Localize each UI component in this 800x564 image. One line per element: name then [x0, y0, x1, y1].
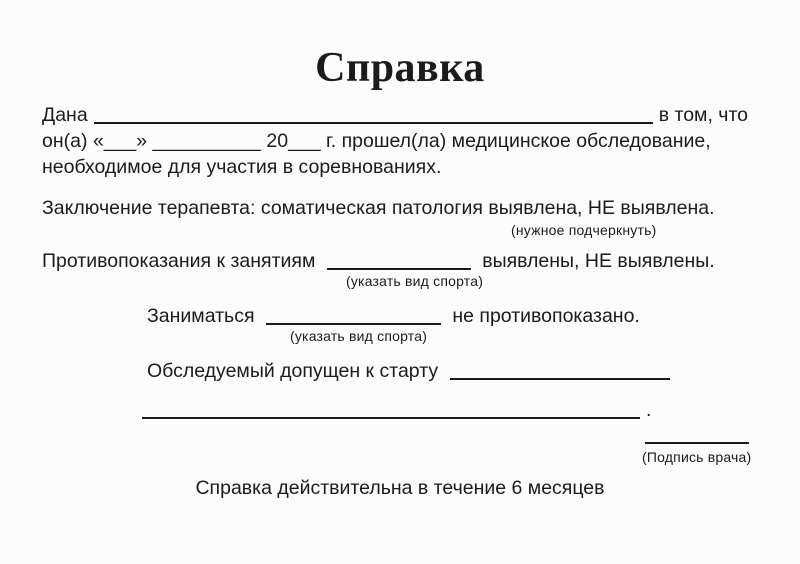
admitted-prefix: Обследуемый допущен к старту — [147, 360, 439, 382]
contraindications-sport-blank — [327, 268, 471, 270]
contraindications-prefix: Противопоказания к занятиям — [42, 250, 316, 272]
given-line — [42, 104, 748, 127]
admitted-date-blank — [450, 378, 670, 380]
engage-line — [147, 305, 640, 328]
continuation-blank — [142, 417, 640, 419]
validity-note: Справка действительна в течение 6 месяцев — [195, 477, 605, 499]
purpose-line: необходимое для участия в соревнованиях. — [42, 156, 442, 178]
underline-note: (нужное подчеркнуть) — [511, 222, 657, 238]
signature-line — [645, 442, 749, 444]
engage-sport-blank — [266, 323, 441, 325]
signature-note: (Подпись врача) — [642, 449, 752, 465]
engage-prefix: Заниматься — [147, 305, 255, 327]
document-title: Справка — [315, 45, 485, 91]
contraindications-line — [42, 250, 715, 273]
admitted-line — [147, 360, 676, 383]
sport-note-2: (указать вид спорта) — [290, 328, 428, 344]
continuation-period: . — [646, 399, 652, 421]
given-prefix: Дана — [42, 104, 88, 126]
contraindications-suffix: выявлены, НЕ выявлены. — [482, 250, 715, 272]
given-name-blank — [94, 122, 653, 124]
engage-suffix: не противопоказано. — [452, 305, 640, 327]
continuation-blank-line — [142, 399, 651, 422]
sport-note-1: (указать вид спорта) — [346, 273, 484, 289]
therapist-conclusion-line: Заключение терапевта: соматическая патология выявлена, НЕ выявлена. — [42, 197, 715, 219]
given-suffix: в том, что — [658, 104, 748, 126]
date-line: он(а) «___» __________ 20___ г. прошел(ла) медицинское обследование, — [42, 130, 711, 152]
